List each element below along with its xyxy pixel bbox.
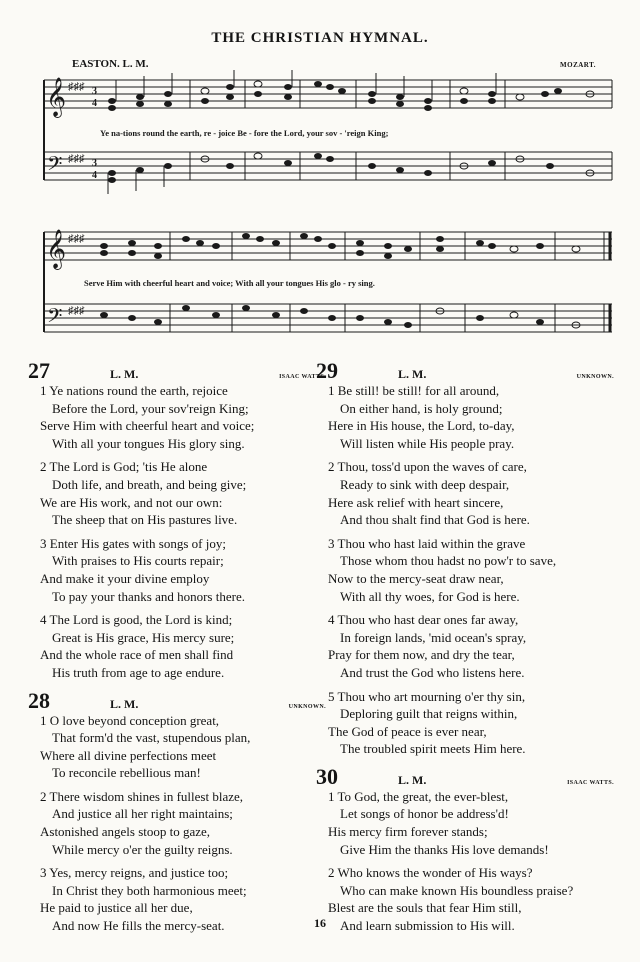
- svg-text:♯♯♯: ♯♯♯: [68, 153, 85, 165]
- hymn-meter: L. M.: [398, 367, 427, 381]
- verse-line: Ready to sink with deep despair,: [340, 476, 510, 492]
- verse-line: 1 Be still! be still! for all around,: [328, 383, 500, 398]
- verse-line: Great is His grace, His mercy sure;: [52, 629, 235, 645]
- stanza: [40, 382, 330, 452]
- treble-clef-icon: 𝄞: [46, 229, 67, 269]
- verse-line: Where all divine perfections meet: [40, 747, 217, 763]
- stanza: [40, 788, 330, 858]
- verse-line: That form'd the vast, stupendous plan,: [52, 730, 251, 746]
- verse-line: In foreign lands, 'mid ocean's spray,: [340, 629, 527, 645]
- verse-line: With all your tongues His glory sing.: [52, 435, 245, 451]
- verse-line: 3 Enter His gates with songs of joy;: [40, 535, 226, 551]
- page-number: 16: [314, 916, 326, 930]
- verse-line: Serve Him with cheerful heart and voice;: [40, 418, 255, 434]
- verse-line: The God of peace is ever near,: [328, 723, 487, 739]
- hymn-author: ISAAC WATTS.: [279, 374, 326, 380]
- verse-line: Here ask relief with heart sincere,: [328, 494, 504, 510]
- hymn-meter: L. M.: [398, 772, 427, 787]
- verse-line: 1 O love beyond conception great,: [40, 712, 220, 728]
- key-signature-icon: ♯♯♯: [68, 81, 85, 93]
- verse-line: Here in His house, the Lord, to-day,: [328, 418, 515, 434]
- verse-line: 1 Ye nations round the earth, rejoice: [40, 383, 228, 398]
- verse-line: And learn submission to His will.: [340, 918, 515, 934]
- verse-line: He paid to justice all her due,: [40, 900, 193, 916]
- hymn-27: [28, 358, 330, 682]
- page-header: THE CHRISTIAN HYMNAL.: [211, 30, 429, 46]
- music-system-2: [0, 222, 640, 352]
- hymn-number: 27: [28, 358, 50, 383]
- verse-line: Doth life, and breath, and being give;: [52, 476, 247, 492]
- verse-line: Astonished angels stoop to gaze,: [40, 824, 211, 840]
- hymn-heading: [28, 687, 330, 713]
- key-signature-icon: ♯♯♯: [68, 233, 85, 245]
- hymn-28: [28, 687, 330, 935]
- verse-line: Let songs of honor be address'd!: [340, 806, 509, 822]
- verse-line: To reconcile rebellious man!: [52, 765, 201, 781]
- stanza: [328, 535, 618, 605]
- hymn-meter: L. M.: [110, 367, 139, 381]
- verse-line: We are His work, and not our own:: [40, 494, 223, 510]
- verse-line: His truth from age to age endure.: [52, 664, 225, 680]
- verse-line: Give Him the thanks His love demands!: [340, 841, 549, 857]
- verse-line: Pray for them now, and dry the tear,: [328, 647, 515, 663]
- verse-line: The sheep that on His pastures live.: [52, 512, 238, 528]
- svg-text:4: 4: [92, 170, 97, 181]
- hymn-number: 30: [316, 763, 338, 789]
- verse-line: 4 The Lord is good, the Lord is kind;: [40, 612, 233, 628]
- verse-line: 3 Yes, mercy reigns, and justice too;: [40, 865, 229, 881]
- stanza: [40, 458, 330, 528]
- verse-line: And the whole race of men shall find: [40, 647, 234, 663]
- hymn-author: UNKNOWN.: [288, 703, 326, 710]
- verse-line: And now He fills the mercy-seat.: [52, 918, 225, 934]
- verse-line: Now to the mercy-seat draw near,: [328, 570, 504, 586]
- stanza: [328, 688, 618, 758]
- verse-line: 2 The Lord is God; 'tis He alone: [40, 459, 208, 475]
- verse-line: On either hand, is holy ground;: [340, 400, 503, 416]
- svg-text:♯♯♯: ♯♯♯: [68, 305, 85, 317]
- verse-line: With praises to His courts repair;: [52, 553, 224, 569]
- hymn-number: 29: [316, 358, 338, 383]
- svg-text:4: 4: [92, 98, 97, 109]
- svg-text:3: 3: [92, 86, 97, 97]
- verse-line: Those whom thou hadst no pow'r to save,: [340, 553, 557, 569]
- stanza: [328, 382, 618, 452]
- verse-line: 5 Thou who art mourning o'er thy sin,: [328, 688, 526, 704]
- hymn-author: UNKNOWN.: [576, 374, 614, 380]
- verse-line: Deploring guilt that reigns within,: [340, 706, 518, 722]
- verse-line: Before the Lord, your sov'reign King;: [52, 400, 249, 416]
- hymn-heading: [316, 763, 618, 789]
- hymn-heading: [316, 358, 618, 383]
- bass-staff-lines: [44, 152, 612, 180]
- hymn-heading: [28, 358, 330, 383]
- hymn-29: [316, 358, 618, 758]
- hymn-meter: L. M.: [110, 696, 139, 711]
- hymn-author: ISAAC WATTS.: [567, 779, 614, 786]
- lyrics-line-2: Serve Him with cheerful heart and voice; With all your tongues His glo - ry sing.: [84, 278, 375, 288]
- svg-text:3: 3: [92, 158, 97, 169]
- bass-clef-icon: 𝄢: [47, 152, 63, 180]
- stanza: [328, 611, 618, 681]
- verse-line: Blest are the souls that fear Him still,: [328, 900, 522, 916]
- verse-line: To pay your thanks and honors there.: [52, 588, 245, 604]
- stanza: [40, 535, 330, 605]
- verse-line: 4 Thou who hast dear ones far away,: [328, 612, 519, 628]
- verse-line: In Christ they both harmonious meet;: [52, 882, 247, 898]
- verse-line: His mercy firm forever stands;: [328, 824, 488, 840]
- composer-name: MOZART.: [560, 61, 596, 69]
- verse-line: 1 To God, the great, the ever-blest,: [328, 788, 509, 804]
- verse-line: 2 Thou, toss'd upon the waves of care,: [328, 459, 527, 475]
- music-system-1: [0, 70, 640, 200]
- verse-line: 2 Who knows the wonder of His ways?: [328, 865, 533, 881]
- stanza: [40, 712, 330, 782]
- tune-name: EASTON. L. M.: [72, 58, 149, 70]
- verse-line: And justice all her right maintains;: [52, 806, 233, 822]
- verse-line: Will listen while His people pray.: [340, 435, 515, 451]
- hymn-number: 28: [28, 687, 50, 713]
- bass-clef-icon: 𝄢: [47, 304, 63, 332]
- verse-line: With all thy woes, for God is here.: [340, 588, 520, 604]
- verse-line: And trust the God who listens here.: [340, 664, 525, 680]
- verse-line: 2 There wisdom shines in fullest blaze,: [40, 788, 244, 804]
- stanza: [40, 611, 330, 681]
- hymns-left-column: [28, 358, 330, 941]
- verse-line: While mercy o'er the guilty reigns.: [52, 841, 233, 857]
- treble-clef-icon: 𝄞: [46, 77, 67, 117]
- verse-line: And make it your divine employ: [40, 570, 210, 586]
- treble-staff-lines: [44, 80, 612, 108]
- lyrics-line-1: Ye na-tions round the earth, re - joice Be - fore the Lord, your sov - 'reign King;: [100, 128, 389, 138]
- verse-line: And thou shalt find that God is here.: [340, 512, 530, 528]
- verse-line: The troubled spirit meets Him here.: [340, 741, 526, 757]
- stanza: [328, 458, 618, 528]
- stanza: [328, 788, 618, 858]
- verse-line: Who can make known His boundless praise?: [340, 882, 574, 898]
- verse-line: 3 Thou who hast laid within the grave: [328, 535, 526, 551]
